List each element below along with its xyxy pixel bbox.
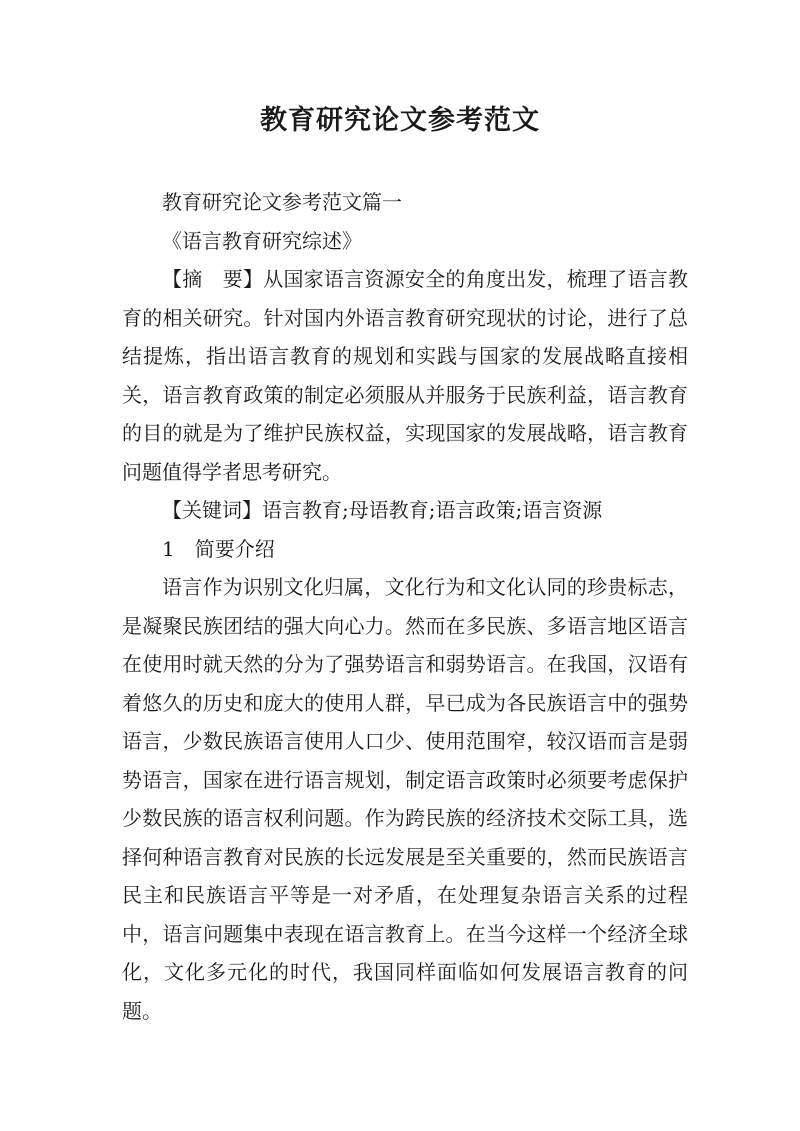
article-title: 《语言教育研究综述》 [162, 228, 362, 253]
section-heading: 教育研究论文参考范文篇一 [162, 190, 402, 214]
document-title: 教育研究论文参考范文 [260, 105, 540, 136]
abstract-paragraph: 【摘 要】从国家语言资源安全的角度出发，梳理了语言教育的相关研究。针对国内外语言教育研究现状的讨论，进行了总结提炼，指出语言教育的规划和实践与国家的发展战略直接相关，语言教育政策的制定必须服从并服务于民族利益，语言教育的目的就是为了维护民族权益，实现国家的发展战略，语言教育问题值得学者思考研究。 [122, 267, 688, 484]
keywords-paragraph: 【关键词】语言教育;母语教育;语言政策;语言资源 [162, 498, 603, 522]
subsection-heading: 1 简要介绍 [162, 536, 275, 561]
document-body [122, 183, 688, 1030]
body-paragraph: 语言作为识别文化归属，文化行为和文化认同的珍贵标志，是凝聚民族团结的强大向心力。然而在多民族、多语言地区语言在使用时就天然的分为了强势语言和弱势语言。在我国，汉语有着悠久的历史和庞大的使用人群，早已成为各民族语言中的强势语言，少数民族语言使用人口少、使用范围窄，较汉语而言是弱势语言，国家在进行语言规划，制定语言政策时必须要考虑保护少数民族的语言权利问题。作为跨民族的经济技术交际工具，选择何种语言教育对民族的长远发展是至关重要的，然而民族语言民主和民族语言平等是一对矛盾，在处理复杂语言关系的过程中，语言问题集中表现在语言教育上。在当今这样一个经济全球化，文化多元化的时代，我国同样面临如何发展语言教育的问题。 [122, 575, 688, 1023]
